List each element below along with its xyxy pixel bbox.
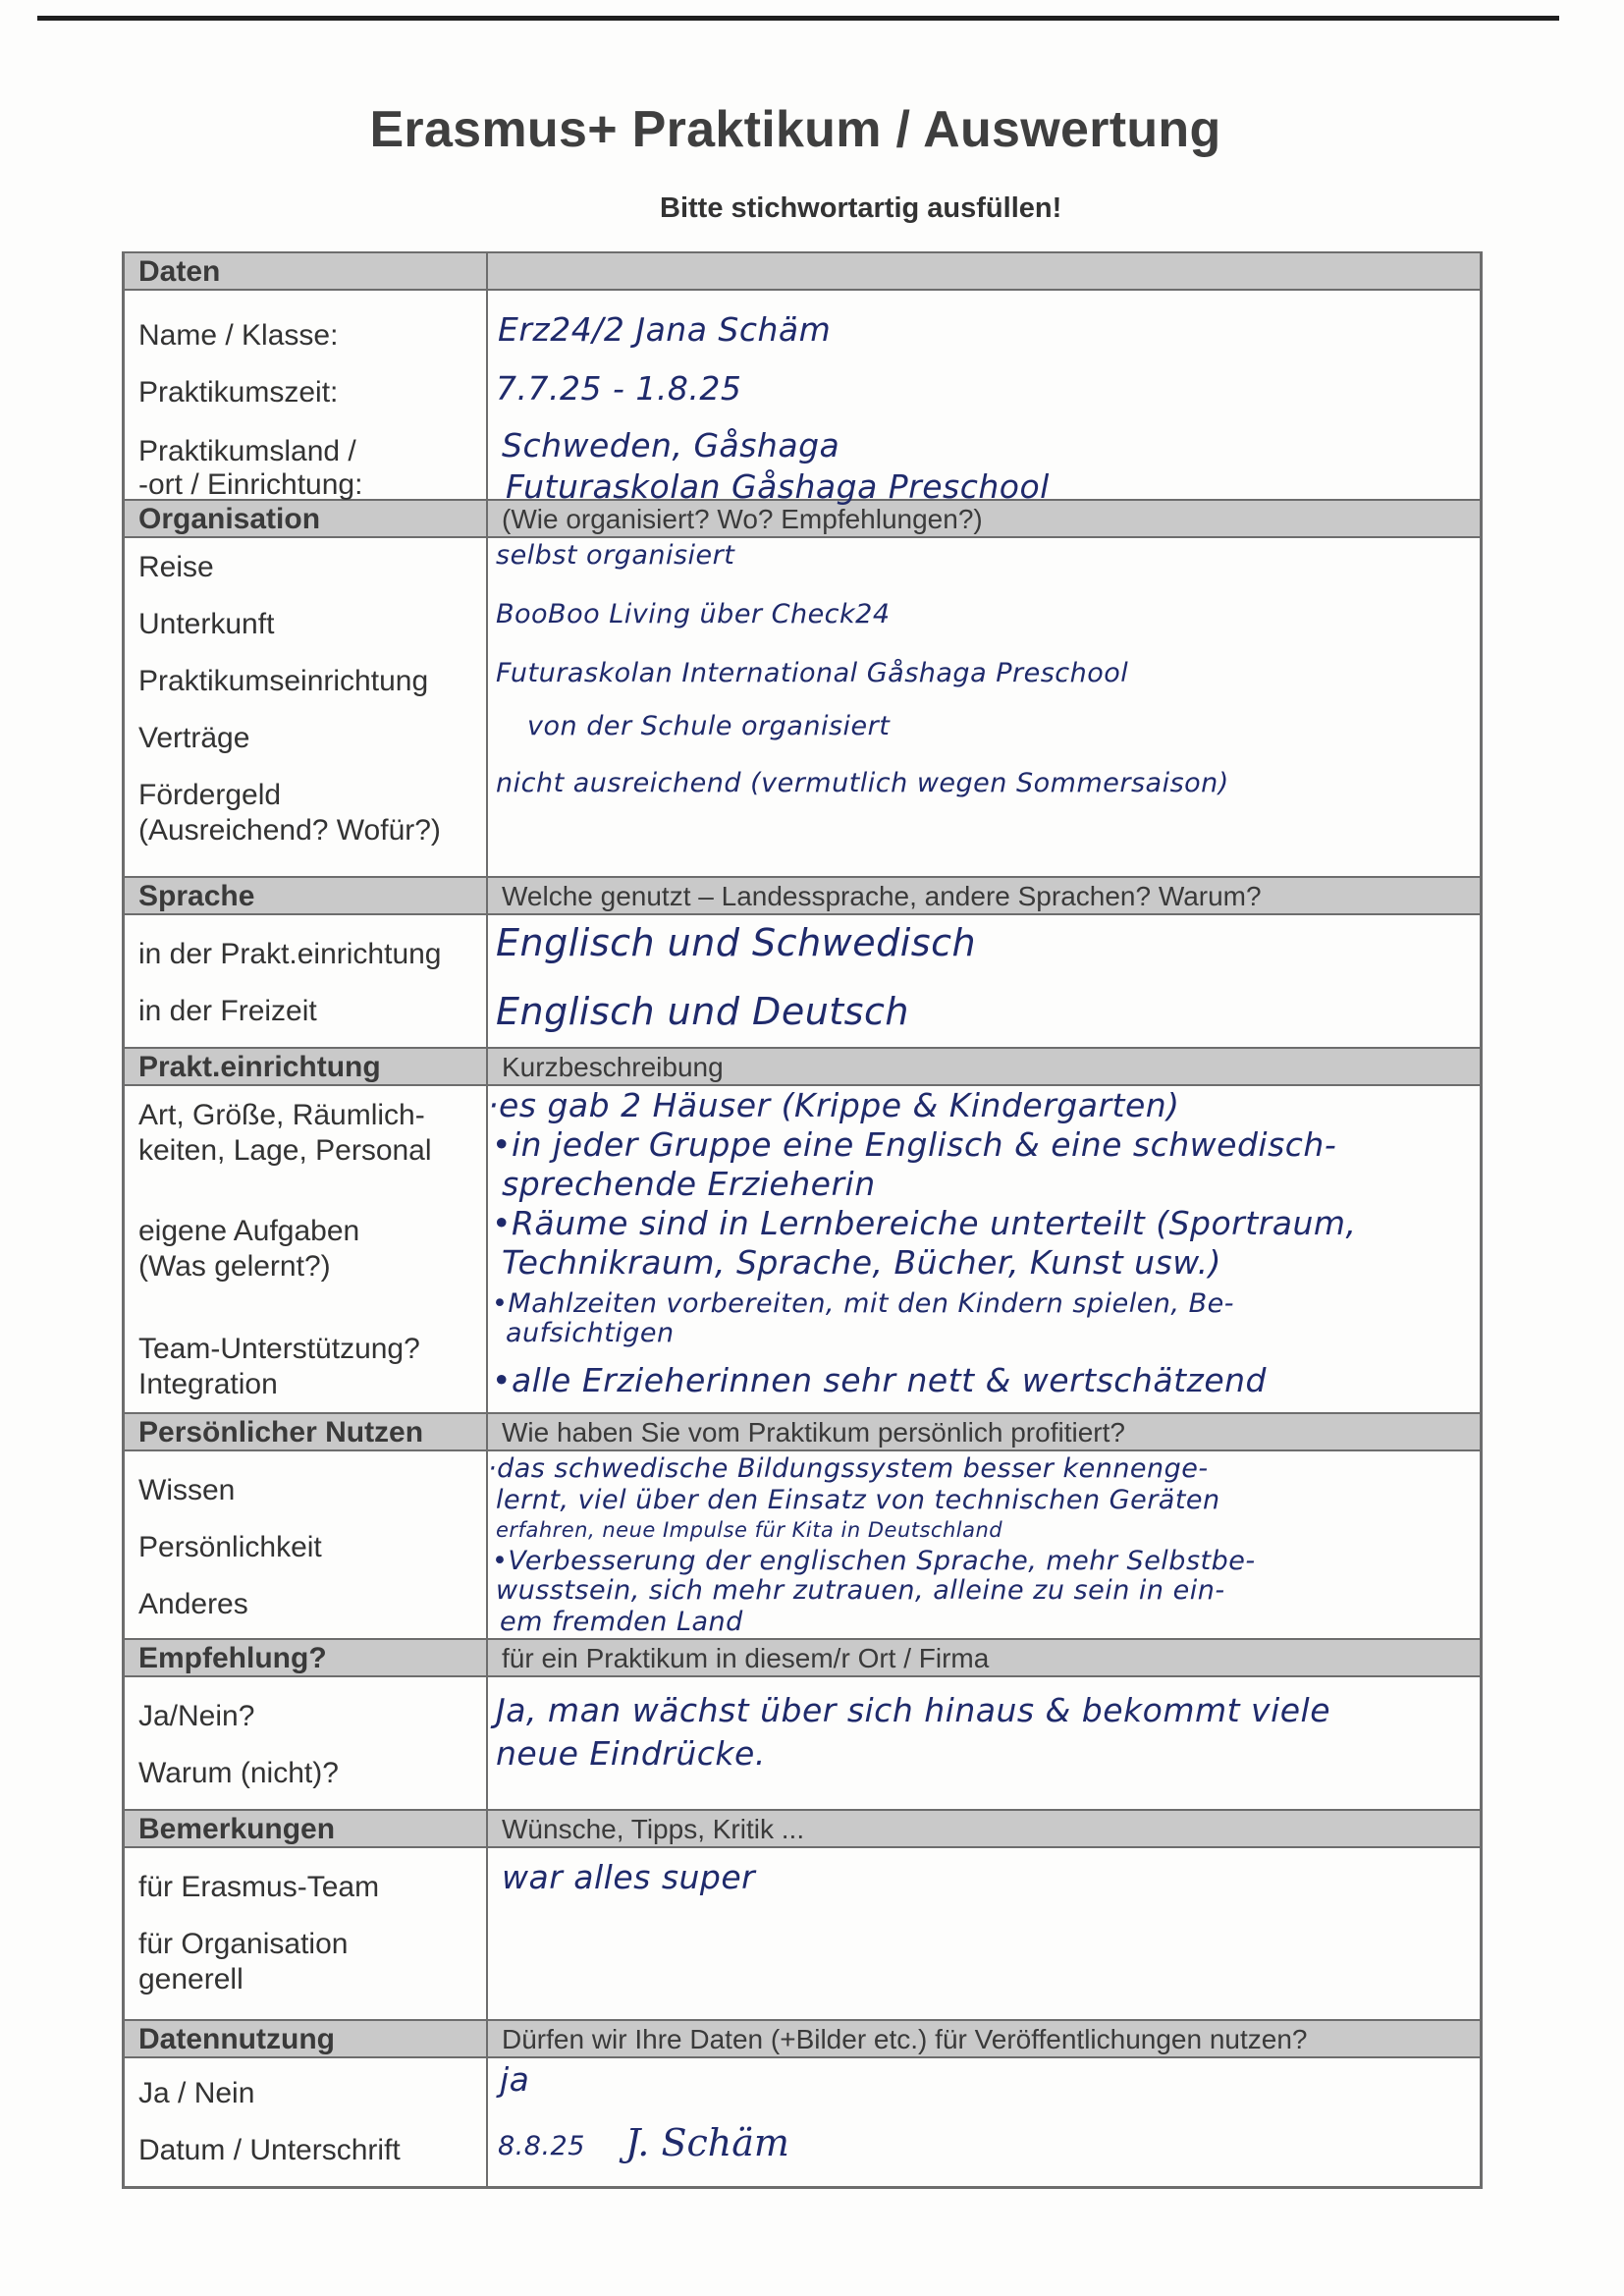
section-prompt: Wünsche, Tipps, Kritik ... <box>502 1814 805 1844</box>
answer-line[interactable]: erfahren, neue Impulse für Kita in Deutschland <box>496 1518 1003 1542</box>
section-prompt: für ein Praktikum in diesem/r Ort / Firma <box>502 1643 990 1673</box>
label-foerdergeld-hint: (Ausreichend? Wofür?) <box>138 814 441 847</box>
label-datum-unterschrift: Datum / Unterschrift <box>138 2134 401 2166</box>
answer-praktikumseinrichtung[interactable]: Futuraskolan International Gåshaga Preschool <box>496 658 1129 688</box>
answer-line[interactable]: Technikraum, Sprache, Bücher, Kunst usw.) <box>502 1243 1221 1282</box>
answer-datum[interactable]: 8.8.25 <box>498 2131 585 2161</box>
label-warum: Warum (nicht)? <box>138 1757 339 1789</box>
section-prompt: Kurzbeschreibung <box>502 1052 724 1082</box>
answer-line[interactable]: •Räume sind in Lernbereiche unterteilt (Sportraum, <box>492 1204 1357 1242</box>
section-title: Bemerkungen <box>125 1811 488 1846</box>
section-prompt <box>488 253 1480 289</box>
label-sprache-freizeit: in der Freizeit <box>138 995 317 1027</box>
label-ja-nein: Ja/Nein? <box>138 1700 255 1732</box>
label-praktikumsland: Praktikumsland / <box>138 435 356 467</box>
label-generell: generell <box>138 1963 244 1995</box>
section-body-datennutzung <box>125 2058 1480 2186</box>
answer-line[interactable]: Ja, man wächst über sich hinaus & bekommt viele <box>496 1691 1331 1729</box>
section-prompt: Wie haben Sie vom Praktikum persönlich profitiert? <box>502 1417 1125 1448</box>
label-erasmus-team: für Erasmus-Team <box>138 1871 380 1903</box>
section-body-bemerkungen <box>125 1848 1480 2019</box>
answer-einrichtung[interactable]: Futuraskolan Gåshaga Preschool <box>506 467 1050 506</box>
label-organisation: für Organisation <box>138 1928 349 1960</box>
answer-foerdergeld[interactable]: nicht ausreichend (vermutlich wegen Sommersaison) <box>496 768 1229 798</box>
label-lage-personal: keiten, Lage, Personal <box>138 1134 432 1167</box>
label-ja-nein: Ja / Nein <box>138 2077 255 2109</box>
answer-line[interactable]: neue Eindrücke. <box>496 1734 766 1773</box>
label-praktikumseinrichtung: Praktikumseinrichtung <box>138 665 429 697</box>
answer-line[interactable]: lernt, viel über den Einsatz von technischen Geräten <box>496 1485 1220 1515</box>
evaluation-form <box>122 251 1483 2189</box>
section-header-datennutzung <box>125 2019 1480 2058</box>
answer-reise[interactable]: selbst organisiert <box>496 540 735 571</box>
answer-unterkunft[interactable]: BooBoo Living über Check24 <box>496 599 891 629</box>
section-header-nutzen <box>125 1412 1480 1451</box>
label-integration: Integration <box>138 1368 278 1400</box>
label-praktikumszeit: Praktikumszeit: <box>138 376 339 409</box>
label-anderes: Anderes <box>138 1588 248 1620</box>
label-foerdergeld: Fördergeld <box>138 779 282 811</box>
handwritten-signature: J. Schäm <box>625 2121 789 2164</box>
section-header-sprache <box>125 876 1480 915</box>
section-header-daten <box>125 253 1480 291</box>
section-title: Prakt.einrichtung <box>125 1049 488 1084</box>
label-reise: Reise <box>138 551 214 583</box>
label-unterkunft: Unterkunft <box>138 608 275 640</box>
label-team-unterstuetzung: Team-Unterstützung? <box>138 1333 420 1365</box>
answer-ja-nein[interactable]: ja <box>500 2060 530 2099</box>
section-prompt: Welche genutzt – Landessprache, andere Sprachen? Warum? <box>502 881 1262 911</box>
section-body-empfehlung <box>125 1677 1480 1809</box>
answer-line[interactable]: •Mahlzeiten vorbereiten, mit den Kindern spielen, Be- <box>492 1288 1234 1319</box>
answer-line[interactable]: wusstsein, sich mehr zutrauen, alleine zu sein in ein- <box>496 1575 1225 1606</box>
section-title: Empfehlung? <box>125 1640 488 1675</box>
answer-line[interactable]: ·das schwedische Bildungssystem besser kennenge- <box>488 1453 1209 1484</box>
answer-praktikumszeit[interactable]: 7.7.25 - 1.8.25 <box>496 369 742 408</box>
section-header-bemerkungen <box>125 1809 1480 1848</box>
answer-praktikumsland[interactable]: Schweden, Gåshaga <box>502 426 840 465</box>
label-wissen: Wissen <box>138 1474 236 1506</box>
section-title: Datennutzung <box>125 2021 488 2056</box>
label-sprache-einrichtung: in der Prakt.einrichtung <box>138 938 442 970</box>
section-body-organisation <box>125 538 1480 876</box>
section-title: Organisation <box>125 501 488 536</box>
answer-line[interactable]: sprechende Erzieherin <box>502 1165 876 1203</box>
answer-line[interactable]: aufsichtigen <box>506 1318 675 1348</box>
answer-sprache-freizeit[interactable]: Englisch und Deutsch <box>496 990 909 1033</box>
answer-line[interactable]: •Verbesserung der englischen Sprache, mehr Selbstbe- <box>492 1546 1256 1576</box>
section-body-einrichtung <box>125 1086 1480 1412</box>
section-body-nutzen <box>125 1451 1480 1638</box>
label-vertraege: Verträge <box>138 722 250 754</box>
section-title: Daten <box>125 253 488 289</box>
answer-name-klasse[interactable]: Erz24/2 Jana Schäm <box>498 310 832 349</box>
section-prompt: Dürfen wir Ihre Daten (+Bilder etc.) für Veröffentlichungen nutzen? <box>502 2024 1308 2054</box>
answer-line[interactable]: ·es gab 2 Häuser (Krippe & Kindergarten) <box>488 1086 1180 1124</box>
page-title: Erasmus+ Praktikum / Auswertung <box>369 101 1221 158</box>
answer-line[interactable]: •alle Erzieherinnen sehr nett & wertschätzend <box>492 1361 1267 1399</box>
label-name-klasse: Name / Klasse: <box>138 319 339 352</box>
label-was-gelernt: (Was gelernt?) <box>138 1250 331 1283</box>
answer-vertraege[interactable]: von der Schule organisiert <box>527 711 891 741</box>
label-art-groesse: Art, Größe, Räumlich- <box>138 1099 425 1131</box>
page-subtitle: Bitte stichwortartig ausfüllen! <box>660 192 1062 224</box>
top-rule <box>37 16 1559 21</box>
section-header-einrichtung <box>125 1047 1480 1086</box>
answer-erasmus-team[interactable]: war alles super <box>502 1858 756 1896</box>
section-title: Persönlicher Nutzen <box>125 1414 488 1449</box>
section-body-sprache <box>125 915 1480 1047</box>
answer-line[interactable]: em fremden Land <box>500 1607 743 1637</box>
section-prompt: (Wie organisiert? Wo? Empfehlungen?) <box>502 504 983 534</box>
label-ort-einrichtung: -ort / Einrichtung: <box>138 468 363 501</box>
section-body-daten <box>125 291 1480 506</box>
answer-sprache-einrichtung[interactable]: Englisch und Schwedisch <box>496 921 977 964</box>
answer-line[interactable]: •in jeder Gruppe eine Englisch & eine schwedisch- <box>492 1125 1337 1164</box>
label-persoenlichkeit: Persönlichkeit <box>138 1531 322 1563</box>
section-header-empfehlung <box>125 1638 1480 1677</box>
label-eigene-aufgaben: eigene Aufgaben <box>138 1215 360 1247</box>
section-title: Sprache <box>125 878 488 913</box>
